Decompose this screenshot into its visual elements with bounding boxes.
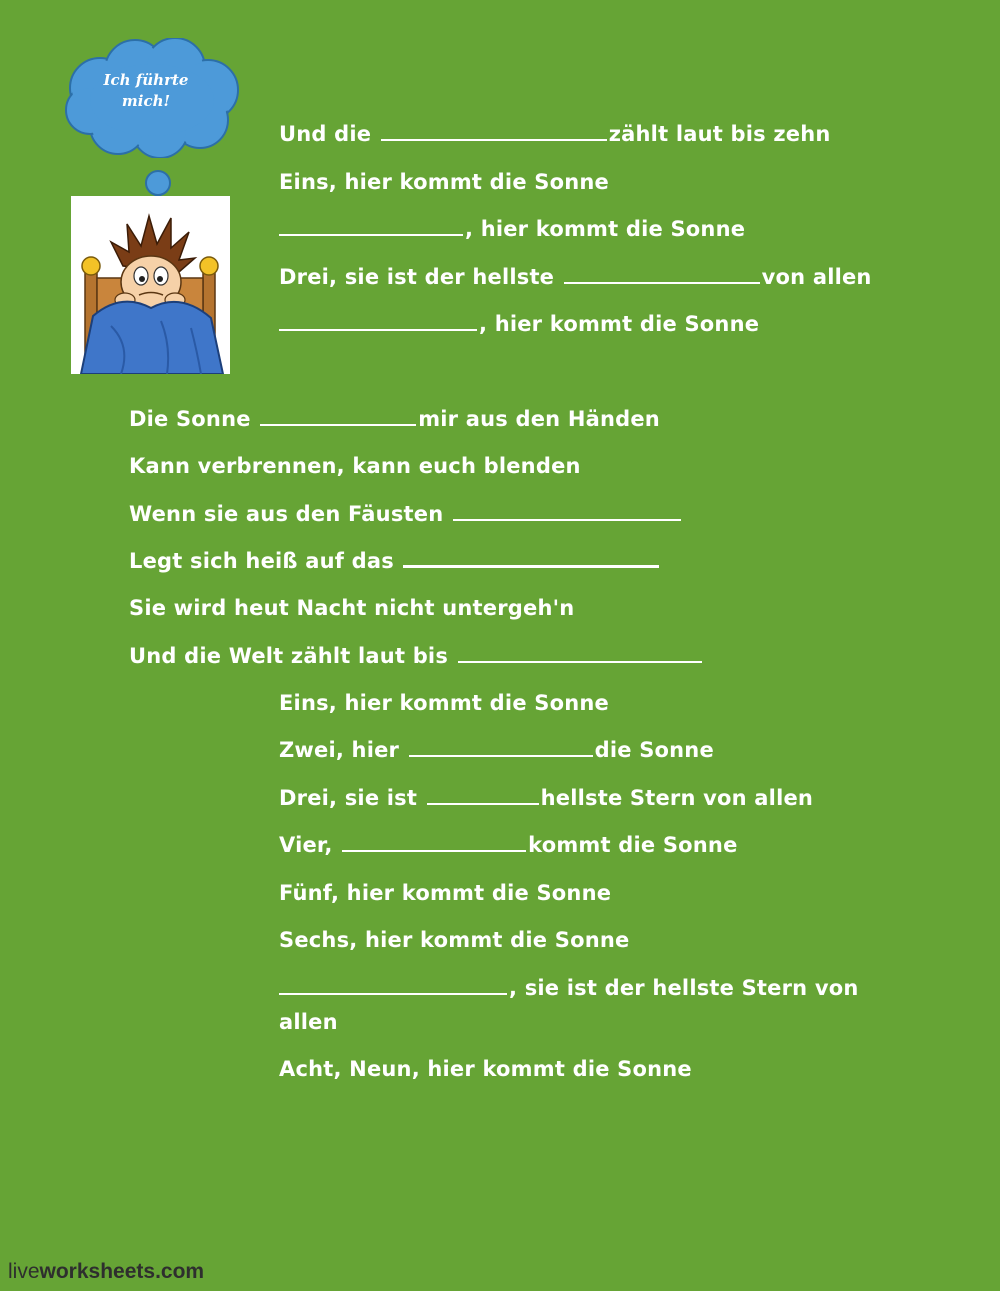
lyric-text: von allen: [761, 265, 872, 289]
answer-blank[interactable]: [427, 787, 539, 805]
lyric-text: hellste Stern von allen: [540, 786, 814, 810]
verse3-line3: [279, 785, 813, 811]
lyric-text: , hier kommt die Sonne: [465, 217, 746, 241]
lyric-text: kommt die Sonne: [528, 833, 738, 857]
lyric-text: Drei, sie ist: [279, 786, 425, 810]
answer-blank[interactable]: [409, 739, 593, 757]
lyric-text: mir aus den Händen: [418, 407, 660, 431]
verse3-line2: [279, 737, 714, 763]
verse3-line1: Eins, hier kommt die Sonne: [279, 691, 609, 715]
lyric-text: Die Sonne: [129, 407, 259, 431]
verse3-line6: Sechs, hier kommt die Sonne: [279, 928, 630, 952]
lyric-text: Vier,: [279, 833, 341, 857]
lyric-text: Zwei, hier: [279, 738, 407, 762]
lyric-text: die Sonne: [594, 738, 714, 762]
lyric-text: Und die: [279, 122, 379, 146]
answer-blank[interactable]: [458, 645, 702, 663]
verse2-line2: Kann verbrennen, kann euch blenden: [129, 454, 581, 478]
answer-blank[interactable]: [279, 977, 507, 995]
liveworksheets-logo[interactable]: [8, 1260, 204, 1284]
lyric-text: , hier kommt die Sonne: [479, 312, 760, 336]
verse3-line4: [279, 832, 738, 858]
verse2-line4: [129, 548, 661, 574]
lyric-text: , sie ist der hellste Stern von: [509, 976, 859, 1000]
answer-blank[interactable]: [564, 266, 760, 284]
answer-blank[interactable]: [279, 218, 463, 236]
thought-bubble-dot: [145, 170, 171, 196]
verse3-line8: Acht, Neun, hier kommt die Sonne: [279, 1057, 692, 1081]
lyric-text: Und die Welt zählt laut bis: [129, 644, 456, 668]
verse3-line7: [279, 975, 859, 1001]
verse1-line5: [279, 311, 759, 337]
answer-blank[interactable]: [403, 549, 659, 568]
lyric-text: Drei, sie ist der hellste: [279, 265, 562, 289]
boy-in-bed-illustration: [71, 196, 230, 374]
verse1-line1: [279, 121, 831, 147]
lyric-text: Wenn sie aus den Fäusten: [129, 502, 451, 526]
verse2-line5: Sie wird heut Nacht nicht untergeh'n: [129, 596, 575, 620]
thought-bubble-text: [86, 70, 206, 112]
verse3-line7-continued: allen: [279, 1010, 338, 1034]
thought-bubble-line: mich!: [121, 92, 171, 110]
thought-bubble-line: Ich führte: [103, 71, 189, 89]
answer-blank[interactable]: [260, 408, 416, 426]
verse2-line3: [129, 501, 683, 527]
verse1-line4: [279, 264, 872, 290]
verse1-line2: Eins, hier kommt die Sonne: [279, 170, 609, 194]
answer-blank[interactable]: [342, 834, 526, 852]
logo-text-suffix: .com: [155, 1260, 205, 1283]
answer-blank[interactable]: [279, 313, 477, 331]
verse2-line1: [129, 406, 660, 432]
logo-text-light: live: [8, 1260, 40, 1283]
verse1-line3: [279, 216, 745, 242]
verse3-line5: Fünf, hier kommt die Sonne: [279, 881, 612, 905]
answer-blank[interactable]: [453, 503, 681, 521]
verse2-line6: [129, 643, 704, 669]
answer-blank[interactable]: [381, 123, 607, 141]
logo-text-bold: worksheets: [39, 1260, 156, 1283]
lyric-text: Legt sich heiß auf das: [129, 549, 402, 573]
lyric-text: zählt laut bis zehn: [608, 122, 831, 146]
